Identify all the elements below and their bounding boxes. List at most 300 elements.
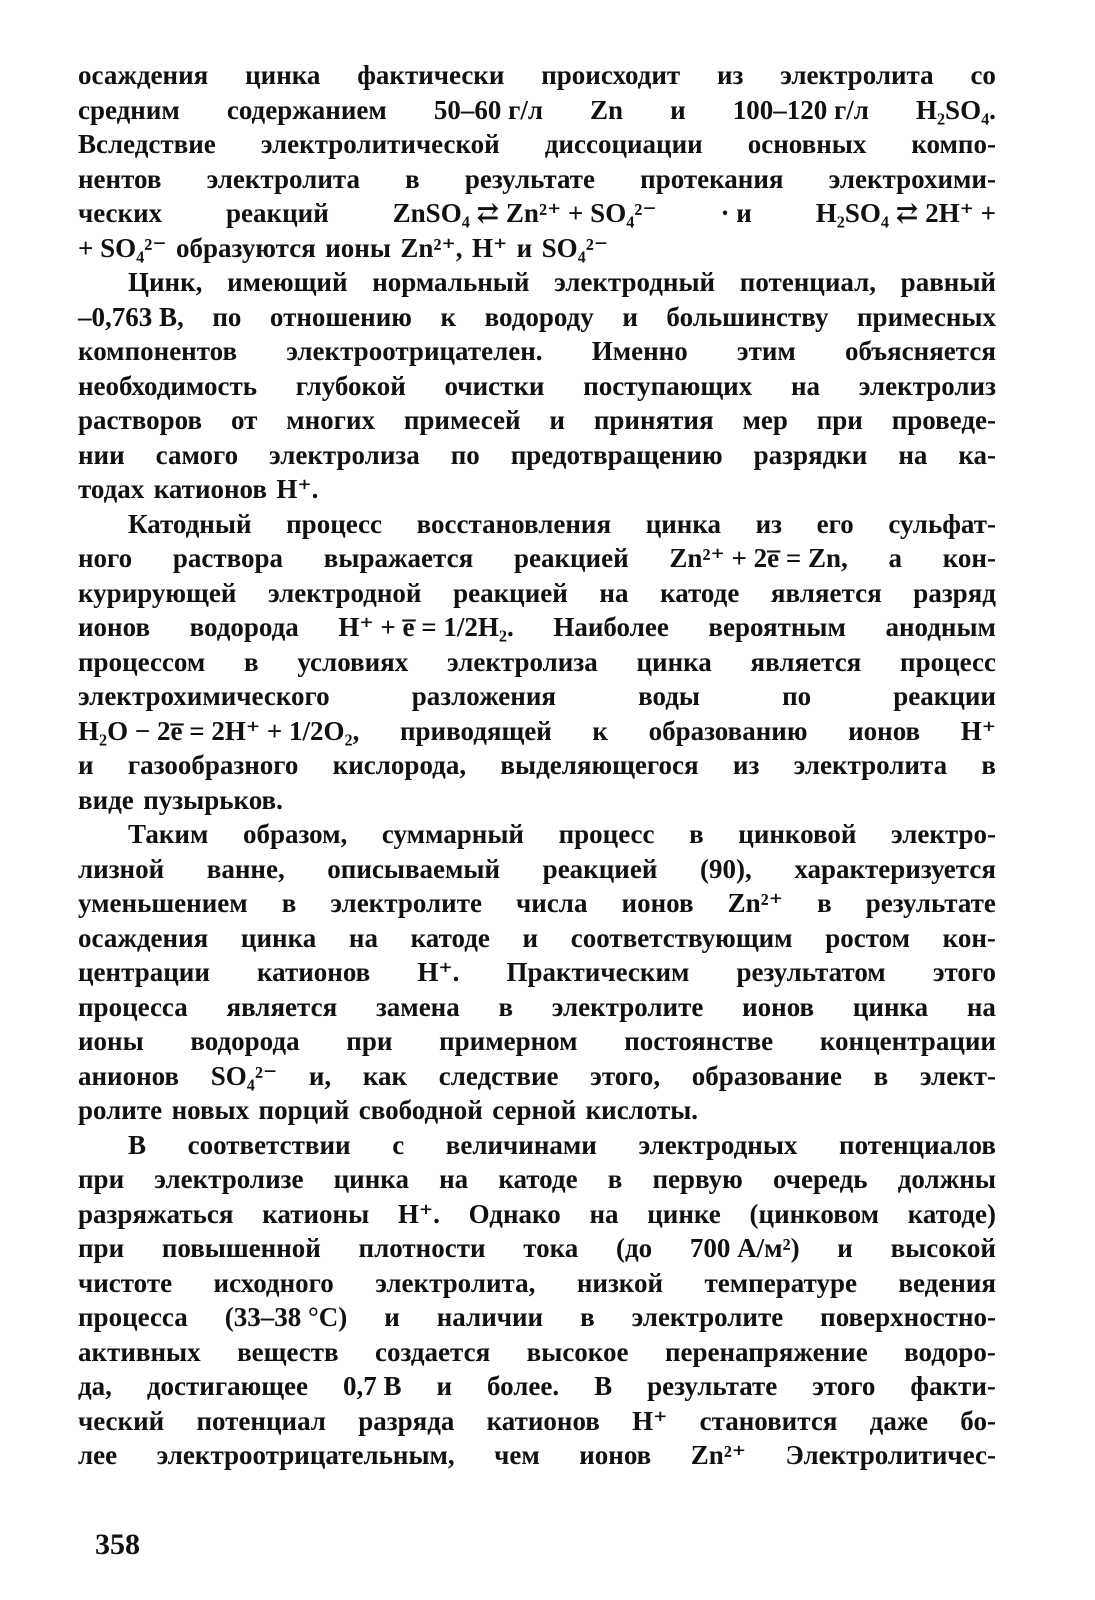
word: величинами (445, 1129, 597, 1160)
text-line (78, 334, 996, 369)
word: электролите (330, 888, 482, 918)
word: катоде) (907, 1198, 996, 1229)
word: в (244, 646, 259, 677)
word: 100–120 г/л (732, 94, 869, 125)
word: суммарный (381, 819, 524, 849)
word: по (782, 681, 812, 711)
text-line (78, 576, 996, 611)
word: и (78, 750, 94, 780)
text-line (78, 955, 996, 990)
word: замена (375, 991, 460, 1022)
word: ионы (325, 232, 391, 263)
word: этого (932, 957, 996, 987)
word: процесса (78, 1302, 188, 1332)
word: Практическим (506, 957, 690, 987)
word: имеющий (227, 267, 348, 297)
word: воды (638, 681, 700, 711)
text-line (78, 645, 996, 680)
word: с (392, 1129, 405, 1160)
text-line (78, 300, 996, 335)
word: следствие (438, 1060, 559, 1091)
word: отношению (269, 301, 412, 332)
word: числа (516, 888, 588, 918)
word: самого (155, 439, 239, 470)
word: разрядки (753, 439, 868, 470)
word: фактически (357, 60, 505, 90)
word: H⁺ (632, 1405, 668, 1436)
word: (до (616, 1233, 653, 1263)
word: ионов (848, 715, 921, 746)
word: многих (286, 405, 375, 435)
word: + SO₄²⁻ (78, 232, 167, 263)
word: является (226, 991, 338, 1022)
word: при (78, 1164, 125, 1194)
word: 50–60 г/л (433, 94, 543, 125)
word: достигающее (146, 1371, 309, 1401)
word: поступающих (583, 370, 753, 401)
word: 700 А/м²) (689, 1233, 800, 1263)
word: на (599, 577, 629, 608)
text-line (78, 783, 996, 818)
word: на (898, 439, 928, 470)
word: ионов (621, 888, 694, 918)
word: электролита (793, 750, 948, 780)
word: кислорода, (332, 750, 467, 780)
word: глубокой (295, 370, 406, 401)
word: электролиз (858, 370, 996, 401)
word: при (816, 405, 863, 435)
word: катоде (498, 1164, 578, 1194)
word: характеризуется (794, 853, 996, 884)
word: (33–38 °С) (224, 1302, 348, 1332)
word: Электролитичес- (785, 1440, 996, 1470)
word: компо- (911, 129, 996, 159)
word: в (981, 750, 996, 780)
word: исходного (213, 1267, 334, 1298)
word: электролите (551, 991, 704, 1022)
word: из (755, 508, 783, 539)
word: ка- (958, 439, 996, 470)
word: при (346, 1026, 393, 1056)
word: лее (78, 1440, 118, 1470)
word: Zn (590, 94, 624, 125)
word: кон- (942, 922, 996, 953)
text-line (78, 990, 996, 1025)
word: цинка (333, 1164, 409, 1194)
word: электродный (554, 267, 716, 297)
text-line (78, 127, 996, 162)
text-line (78, 921, 996, 956)
word: и (837, 1233, 853, 1263)
word: выражается (323, 543, 474, 573)
word: должны (897, 1164, 996, 1194)
word: этого (812, 1371, 876, 1401)
word: и (436, 1371, 453, 1401)
word: да, (78, 1371, 112, 1401)
word: процесс (558, 819, 655, 849)
word: цинка (645, 508, 722, 539)
word: факти- (910, 1371, 996, 1401)
word: кон- (942, 543, 996, 573)
word: электродных (638, 1129, 798, 1160)
word: (цинковом (749, 1198, 879, 1229)
word: катионов (486, 1405, 600, 1436)
word: 0,7 В (342, 1371, 402, 1401)
word: ростом (825, 922, 911, 953)
text-line (78, 1059, 996, 1094)
word: наличии (436, 1302, 544, 1332)
word: повышенной (161, 1233, 321, 1263)
word: потенциал, (739, 267, 877, 297)
word: чем (494, 1440, 540, 1470)
word: водорода (189, 612, 299, 642)
word: электроотрицателен. (286, 336, 543, 366)
word: температуре (704, 1267, 857, 1298)
word: H⁺. (417, 957, 460, 987)
word: более. (487, 1371, 560, 1401)
text-line (78, 58, 996, 93)
word: цинка (245, 60, 321, 90)
word: и (549, 405, 565, 435)
word: в (580, 1302, 595, 1332)
word: электролита (206, 163, 360, 194)
text-line (78, 541, 996, 576)
text-line (78, 1266, 996, 1301)
word: в (607, 1164, 623, 1194)
word: очередь (772, 1164, 868, 1194)
text-line (78, 369, 996, 404)
word: · и (720, 198, 752, 228)
text-line (78, 817, 996, 852)
word: активных (78, 1336, 201, 1367)
word: тока (523, 1233, 579, 1263)
word: большинству (666, 301, 829, 332)
text-line (78, 472, 996, 507)
word: электролита (780, 60, 934, 90)
text-line (78, 1197, 996, 1232)
word: виде (78, 784, 134, 815)
word: электролита, (375, 1267, 536, 1298)
word: потенциалов (839, 1129, 996, 1160)
word: электролите (631, 1302, 784, 1332)
word: анодным (885, 612, 996, 642)
word: по (450, 439, 480, 470)
word: электролизе (154, 1164, 304, 1194)
text-line (78, 438, 996, 473)
word: раствора (172, 543, 284, 573)
text-line (78, 1128, 996, 1163)
word: ванне, (206, 853, 285, 884)
word: нии (78, 439, 125, 470)
word: поверхностно- (820, 1302, 996, 1332)
word: принятия (593, 405, 714, 435)
word: процесс (900, 646, 996, 677)
word: H⁺. (276, 474, 319, 504)
text-line (78, 748, 996, 783)
word: в (689, 819, 704, 849)
word: результатом (736, 957, 886, 987)
word: проведе- (891, 405, 996, 435)
word: необходимость (78, 370, 257, 401)
word: и (522, 922, 539, 953)
text-line (78, 1231, 996, 1266)
word: Таким (128, 819, 209, 849)
text-line (78, 1335, 996, 1370)
word: водороду (484, 301, 594, 332)
word: Однако (468, 1198, 561, 1229)
word: осаждения (78, 922, 209, 953)
word: вероятным (708, 612, 846, 642)
word: образом, (242, 819, 348, 849)
word: соответствии (187, 1129, 351, 1160)
word: а (888, 543, 902, 573)
word: водорода (190, 1026, 300, 1056)
word: разряжаться (78, 1198, 234, 1229)
word: реакции (893, 681, 996, 711)
body-text (78, 58, 996, 1473)
word: и (516, 232, 533, 263)
word: на (589, 1198, 619, 1229)
text-line (78, 714, 996, 749)
word: SO₄²⁻ (541, 232, 609, 263)
word: водоро- (904, 1336, 996, 1367)
word: в (281, 888, 297, 918)
word: и, (308, 1060, 332, 1091)
word: объясняется (844, 336, 996, 366)
text-line (78, 1162, 996, 1197)
word: компонентов (78, 336, 238, 366)
word: H⁺ (471, 232, 508, 263)
word: к (592, 715, 608, 746)
word: на (966, 991, 996, 1022)
word: и (384, 1302, 400, 1332)
word: первую (652, 1164, 743, 1194)
word: Катодный (128, 508, 252, 539)
word: H₂SO₄ ⇄ 2H⁺ + (815, 198, 996, 228)
word: по (212, 301, 242, 332)
word: электролиза (269, 439, 420, 470)
word: катоде (410, 922, 490, 953)
word: высокой (890, 1233, 996, 1263)
word: разложения (411, 681, 557, 711)
word: очистки (444, 370, 545, 401)
text-line (78, 231, 996, 266)
word: H₂O − 2e̅ = 2H⁺ + 1/2O₂, (78, 715, 360, 746)
word: ионы (78, 1026, 144, 1056)
word: ионов (742, 991, 815, 1022)
word: образованию (648, 715, 808, 746)
word: ролите (78, 1095, 163, 1125)
page-number: 358 (95, 1528, 140, 1561)
word: даже (869, 1405, 929, 1436)
word: концентрации (819, 1026, 996, 1056)
word: этим (736, 336, 796, 366)
word: цинка (636, 646, 712, 677)
word: низкой (576, 1267, 664, 1298)
word: электрохимического (78, 681, 330, 711)
word: электролиза (447, 646, 598, 677)
word: условиях (297, 646, 409, 677)
word: средним (78, 94, 180, 125)
text-line (78, 403, 996, 438)
word: примесных (857, 301, 996, 332)
word: кислоты. (585, 1095, 699, 1125)
word: ческий (78, 1405, 165, 1436)
word: В (128, 1129, 147, 1160)
word: Zn²⁺ + 2e̅ = Zn, (669, 543, 848, 573)
word: является (750, 646, 862, 677)
word: содержанием (226, 94, 387, 125)
word: реакцией (542, 853, 658, 884)
word: постоянстве (624, 1026, 774, 1056)
word: Именно (591, 336, 688, 366)
word: –0,763 В, (78, 301, 184, 332)
text-line (78, 265, 996, 300)
word: плотности (358, 1233, 486, 1263)
text-line (78, 93, 996, 128)
word: уменьшением (78, 888, 248, 918)
word: потенциал (196, 1405, 326, 1436)
word: SO₄²⁻ (210, 1060, 278, 1091)
word: и (670, 94, 686, 125)
word: (90), (699, 853, 752, 884)
word: ионов (579, 1440, 652, 1470)
word: нентов (78, 163, 162, 194)
text-line (78, 1300, 996, 1335)
word: Zn²⁺, (400, 232, 463, 263)
word: электроотрицательным, (156, 1440, 455, 1470)
word: сульфат- (888, 508, 996, 539)
word: и (622, 301, 638, 332)
text-line (78, 610, 996, 645)
word: нормальный (372, 267, 530, 297)
word: из (732, 750, 760, 780)
word: цинка (852, 991, 929, 1022)
word: ионов (78, 612, 151, 642)
word: в (873, 1060, 889, 1091)
text-line (78, 679, 996, 714)
word: диссоциации (544, 129, 703, 159)
word: его (816, 508, 854, 539)
word: H⁺ + e̅ = 1/2H₂. (338, 612, 514, 642)
text-line (78, 507, 996, 542)
word: на (348, 922, 378, 953)
word: становится (699, 1405, 838, 1436)
word: лизной (78, 853, 165, 884)
word: Цинк, (128, 267, 203, 297)
word: Вследствие (78, 129, 216, 159)
word: H⁺ (960, 715, 996, 746)
word: является (770, 577, 882, 608)
word: в (405, 163, 420, 194)
word: примерном (439, 1026, 578, 1056)
word: цинковой (738, 819, 857, 849)
word: образование (691, 1060, 842, 1091)
word: результате (865, 888, 996, 918)
word: реакцией (513, 543, 629, 573)
word: процессом (78, 646, 206, 677)
word: соответствующим (570, 922, 793, 953)
word: тодах (78, 474, 145, 504)
word: примесей (403, 405, 521, 435)
word: основных (747, 129, 867, 159)
word: разряда (358, 1405, 455, 1436)
word: в (498, 991, 514, 1022)
word: разряд (913, 577, 996, 608)
word: ного (78, 543, 133, 573)
word: предотвращению (510, 439, 723, 470)
word: как (362, 1060, 408, 1091)
word: веществ (237, 1336, 339, 1367)
text-line (78, 162, 996, 197)
word: порций (258, 1095, 350, 1125)
word: электролитической (260, 129, 500, 159)
word: происходит (541, 60, 681, 90)
word: к (440, 301, 457, 332)
word: выделяющегося (500, 750, 699, 780)
word: газообразного (127, 750, 299, 780)
word: H₂SO₄. (915, 94, 996, 125)
word: цинка (240, 922, 317, 953)
word: из (716, 60, 744, 90)
text-line (78, 1024, 996, 1059)
word: катионов (153, 474, 267, 504)
word: восстановления (416, 508, 612, 539)
word: в (817, 888, 832, 918)
word: новых (171, 1095, 250, 1125)
word: анионов (78, 1060, 180, 1091)
word: H⁺. (397, 1198, 440, 1229)
word: электродной (267, 577, 422, 608)
word: Zn²⁺ (690, 1440, 747, 1470)
word: ческих (78, 198, 163, 228)
word: электрохими- (828, 163, 996, 194)
word: от (230, 405, 258, 435)
word: реакцией (453, 577, 568, 608)
text-line (78, 1404, 996, 1439)
word: растворов (78, 405, 203, 435)
word: серной (492, 1095, 577, 1125)
word: катионы (262, 1198, 370, 1229)
word: протекания (640, 163, 784, 194)
word: образуются (176, 232, 316, 263)
text-line (78, 196, 996, 231)
word: высокое (526, 1336, 629, 1367)
word: при (78, 1233, 125, 1263)
word: свободной (358, 1095, 483, 1125)
text-line (78, 886, 996, 921)
word: этого, (590, 1060, 661, 1091)
word: ZnSO₄ ⇄ Zn²⁺ + SO₄²⁻ (392, 198, 657, 228)
word: реакций (226, 198, 329, 228)
word: описываемый (327, 853, 501, 884)
word: на (439, 1164, 469, 1194)
word: результате (647, 1371, 778, 1401)
text-line (78, 1093, 996, 1128)
word: бо- (960, 1405, 996, 1436)
word: процесса (78, 991, 188, 1022)
word: процесс (286, 508, 383, 539)
word: со (970, 60, 996, 90)
word: пузырьков. (143, 784, 283, 815)
word: чистоте (78, 1267, 173, 1298)
word: на (790, 370, 821, 401)
word: центрации (78, 957, 210, 987)
word: приводящей (399, 715, 552, 746)
text-line (78, 852, 996, 887)
word: мер (742, 405, 788, 435)
word: ведения (898, 1267, 996, 1298)
